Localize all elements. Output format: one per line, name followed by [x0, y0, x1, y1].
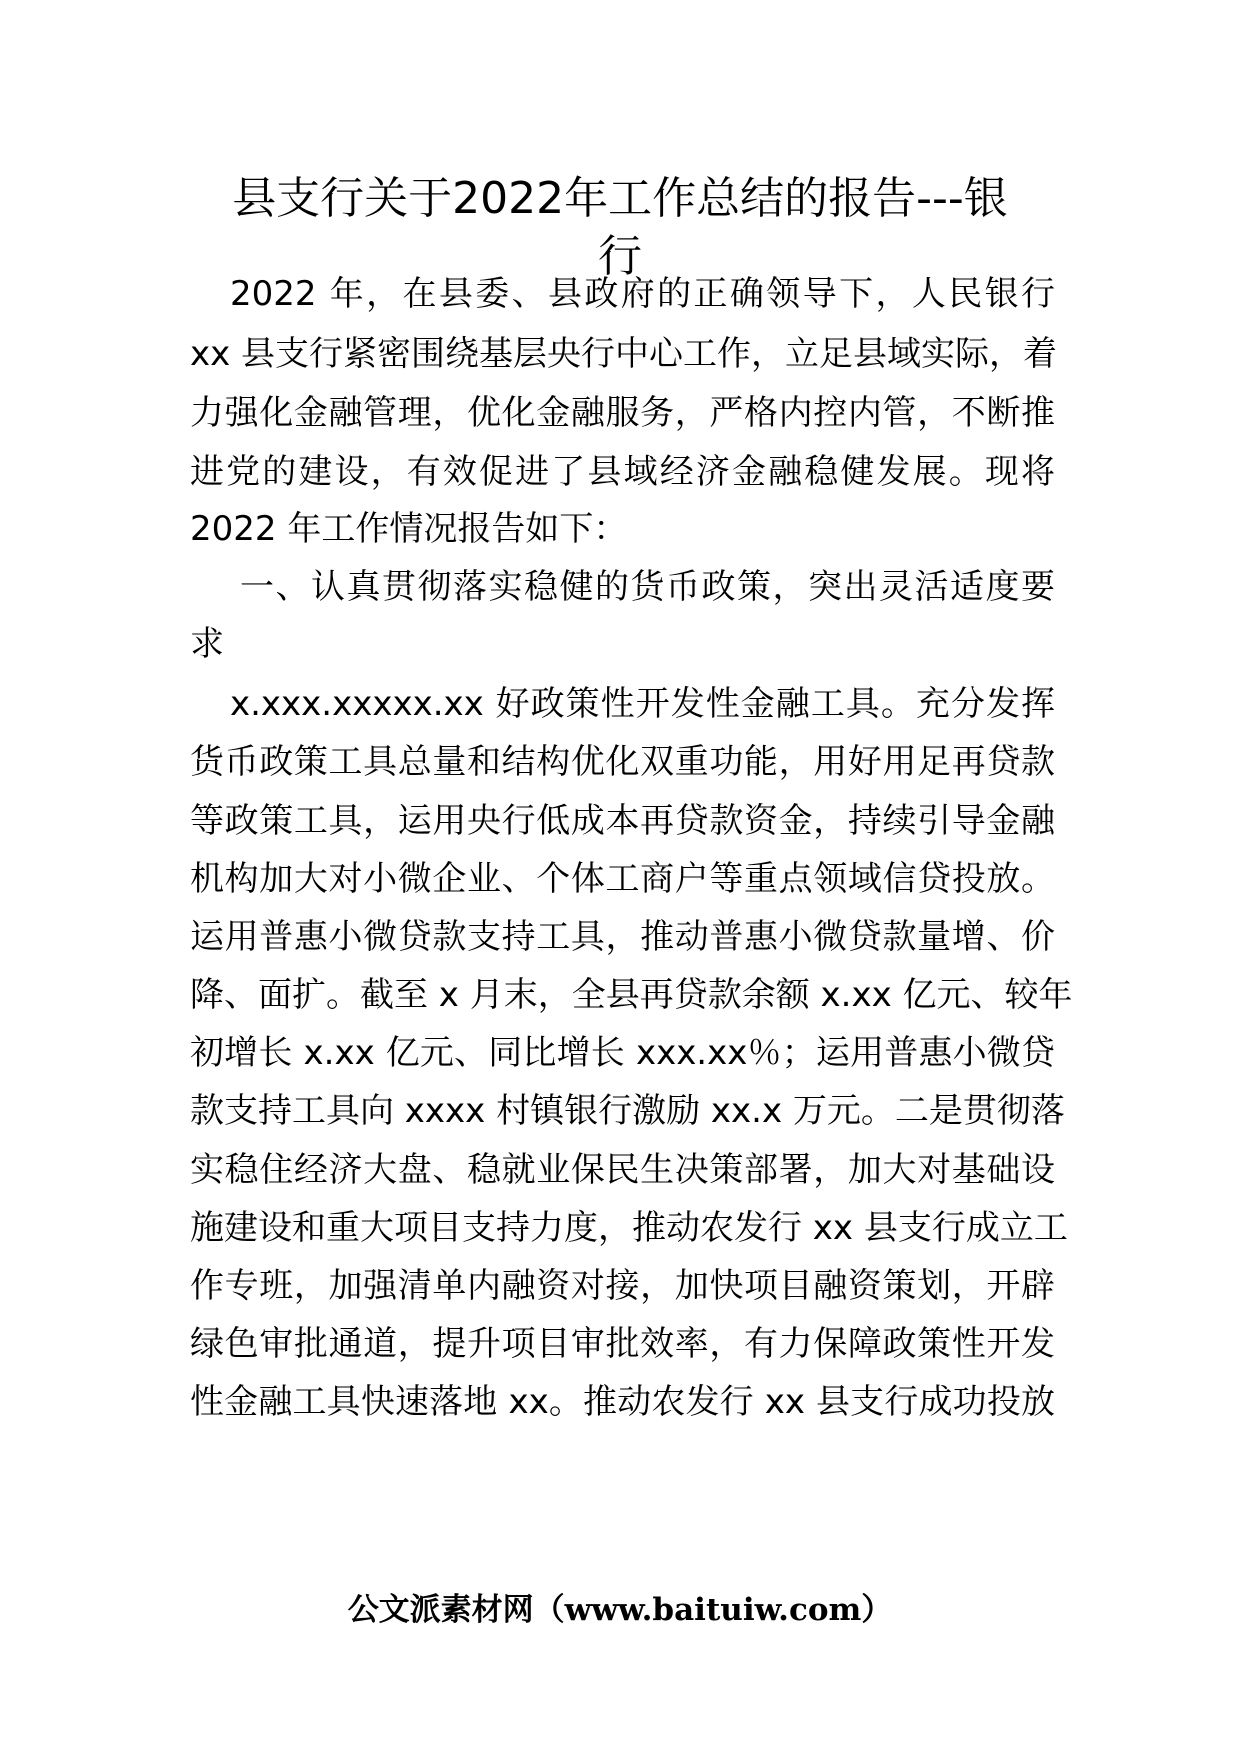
body-line: 初增长 x.xx 亿元、同比增长 xxx.xx％；运用普惠小微贷 [190, 1033, 1055, 1073]
body-line: 货币政策工具总量和结构优化双重功能，用好用足再贷款 [190, 742, 1055, 782]
body-line: 运用普惠小微贷款支持工具，推动普惠小微贷款量增、价 [190, 917, 1055, 957]
body-line: 性金融工具快速落地 xx。推动农发行 xx 县支行成功投放 [190, 1382, 1055, 1422]
body-line: x.xxx.xxxxx.xx 好政策性开发性金融工具。充分发挥 [230, 684, 1055, 724]
title-line-1: 县支行关于2022年工作总结的报告---银 [232, 173, 1008, 224]
body-line: 进党的建设，有效促进了县域经济金融稳健发展。现将 [190, 452, 1055, 492]
body-line: 作专班，加强清单内融资对接，加快项目融资策划，开辟 [190, 1266, 1055, 1306]
body-line: 施建设和重大项目支持力度，推动农发行 xx 县支行成立工 [190, 1208, 1068, 1248]
body-line: 力强化金融管理，优化金融服务，严格内控内管，不断推 [190, 393, 1055, 433]
section-heading-1-cont: 求 [190, 624, 224, 664]
body-line: 实稳住经济大盘、稳就业保民生决策部署，加大对基础设 [190, 1150, 1055, 1190]
body-line: 2022 年，在县委、县政府的正确领导下，人民银行 [230, 274, 1055, 314]
body-line: 等政策工具，运用央行低成本再贷款资金，持续引导金融 [190, 801, 1055, 841]
body-line: 款支持工具向 xxxx 村镇银行激励 xx.x 万元。二是贯彻落 [190, 1091, 1065, 1131]
document-title [190, 170, 1050, 286]
body-line: xx 县支行紧密围绕基层央行中心工作，立足县域实际，着 [190, 334, 1058, 374]
body-line: 绿色审批通道，提升项目审批效率，有力保障政策性开发 [190, 1324, 1055, 1364]
body-line: 2022 年工作情况报告如下： [190, 509, 628, 549]
body-line: 降、面扩。截至 x 月末，全县再贷款余额 x.xx 亿元、较年 [190, 975, 1073, 1015]
body-line: 机构加大对小微企业、个体工商户等重点领域信贷投放。 [190, 859, 1055, 899]
section-heading-1: 一、认真贯彻落实稳健的货币政策，突出灵活适度要 [240, 567, 1055, 607]
title-line-2: 行 [598, 231, 642, 282]
footer-watermark: 公文派素材网（www.baituiw.com） [347, 1592, 893, 1628]
